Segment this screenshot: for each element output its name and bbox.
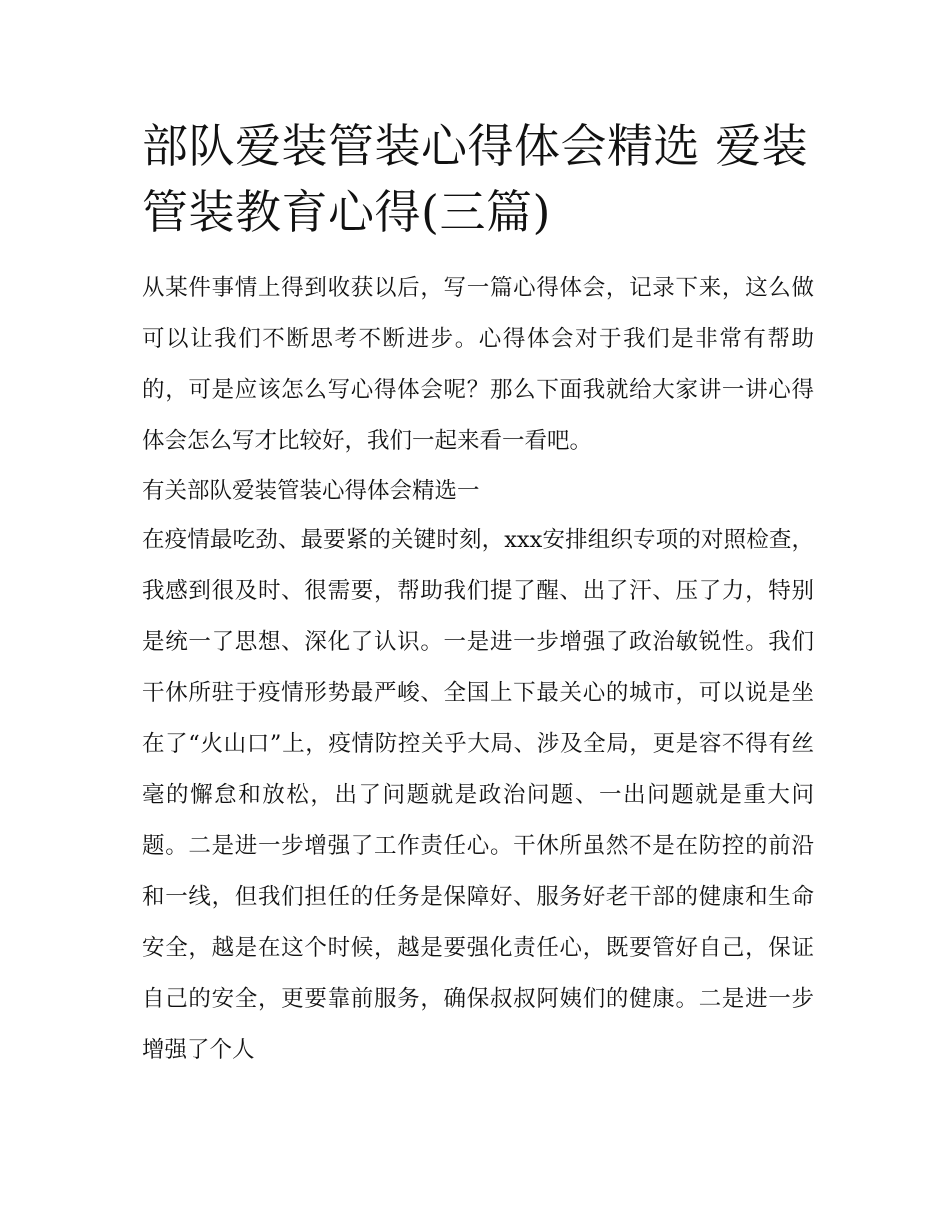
- document-title: 部队爱装管装心得体会精选 爱装管装教育心得(三篇): [142, 119, 809, 239]
- intro-paragraph: 从某件事情上得到收获以后，写一篇心得体会，记录下来，这么做可以让我们不断思考不断进步。心得体会对于我们是非常有帮助的，可是应该怎么写心得体会呢？那么下面我就给大家讲一讲心得体会怎么写才比较好，我们一起来看一看吧。: [142, 275, 814, 454]
- section-heading: 有关部队爱装管装心得体会精选一: [142, 478, 480, 504]
- body-paragraph: 在疫情最吃劲、最要紧的关键时刻，xxx安排组织专项的对照检查，我感到很及时、很需要，帮助我们提了醒、出了汗、压了力，特别是统一了思想、深化了认识。一是进一步增强了政治敏锐性。我们干休所驻于疫情形势最严峻、全国上下最关心的城市，可以说是坐在了“火山口”上，疫情防控关乎大局、涉及全局，更是容不得有丝毫的懈怠和放松，出了问题就是政治问题、一出问题就是重大问题。二是进一步增强了工作责任心。干休所虽然不是在防控的前沿和一线，但我们担任的任务是保障好、服务好老干部的健康和生命安全，越是在这个时候，越是要强化责任心，既要管好自己，保证自己的安全，更要靠前服务，确保叔叔阿姨们的健康。二是进一步增强了个人: [142, 527, 814, 1063]
- document-page: [142, 113, 814, 1076]
